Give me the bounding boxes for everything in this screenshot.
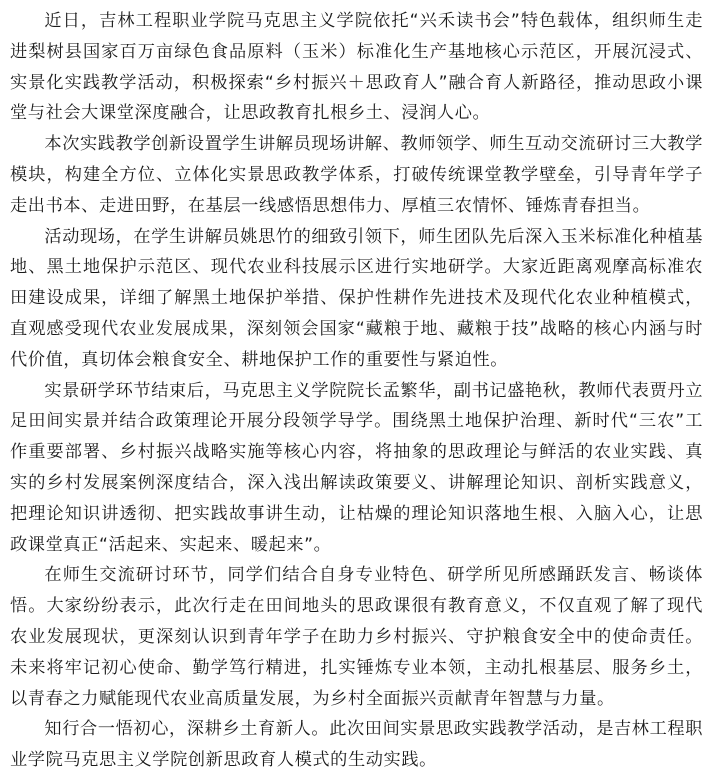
- paragraph-intro: 近日，吉林工程职业学院马克思主义学院依托“兴禾读书会”特色载体，组织师生走进梨树县国家百万亩绿色食品原料（玉米）标准化生产基地核心示范区，开展沉浸式、实景化实践教学活动，积极探索“乡村振兴＋思政育人”融合育人新路径，推动思政小课堂与社会大课堂深度融合，让思政教育扎根乡土、浸润人心。: [10, 11, 703, 124]
- paragraph-discussion: 在师生交流研讨环节，同学们结合自身专业特色、研学所见所感踊跃发言、畅谈体悟。大家纷纷表示，此次行走在田间地头的思政课很有教育意义，不仅直观了解了现代农业发展现状，更深刻认识到青年学子在助力乡村振兴、守护粮食安全中的使命责任。未来将牢记初心使命、勤学笃行精进，扎实锤炼专业本领，主动扎根基层、服务乡土，以青春之力赋能现代农业高质量发展，为乡村全面振兴贡献青年智慧与力量。: [10, 565, 703, 709]
- paragraph-teaching-modules: 本次实践教学创新设置学生讲解员现场讲解、教师领学、师生互动交流研讨三大教学模块，构建全方位、立体化实景思政教学体系，打破传统课堂教学壁垒，引导青年学子走出书本、走进田野，在基层一线感悟思想伟力、厚植三农情怀、锤炼青春担当。: [10, 134, 703, 216]
- paragraph-field-study: 活动现场，在学生讲解员姚思竹的细致引领下，师生团队先后深入玉米标准化种植基地、黑土地保护示范区、现代农业科技展示区进行实地研学。大家近距离观摩高标准农田建设成果，详细了解黑土地保护举措、保护性耕作先进技术及现代化农业种植模式，直观感受现代农业发展成果，深刻领会国家“藏粮于地、藏粮于技”战略的核心内涵与时代价值，真切体会粮食安全、耕地保护工作的重要性与紧迫性。: [10, 226, 703, 370]
- paragraph-conclusion: 知行合一悟初心，深耕乡土育新人。此次田间实景思政实践教学活动，是吉林工程职业学院马克思主义学院创新思政育人模式的生动实践。: [10, 719, 703, 771]
- paragraph-guided-learning: 实景研学环节结束后，马克思主义学院院长孟繁华，副书记盛艳秋，教师代表贾丹立足田间实景并结合政策理论开展分段领学导学。围绕黑土地保护治理、新时代“三农”工作重要部署、乡村振兴战略实施等核心内容，将抽象的思政理论与鲜活的农业实践、真实的乡村发展案例深度结合，深入浅出解读政策要义、讲解理论知识、剖析实践意义，把理论知识讲透彻、把实践故事讲生动，让枯燥的理论知识落地生根、入脑入心，让思政课堂真正“活起来、实起来、暖起来”。: [10, 380, 703, 555]
